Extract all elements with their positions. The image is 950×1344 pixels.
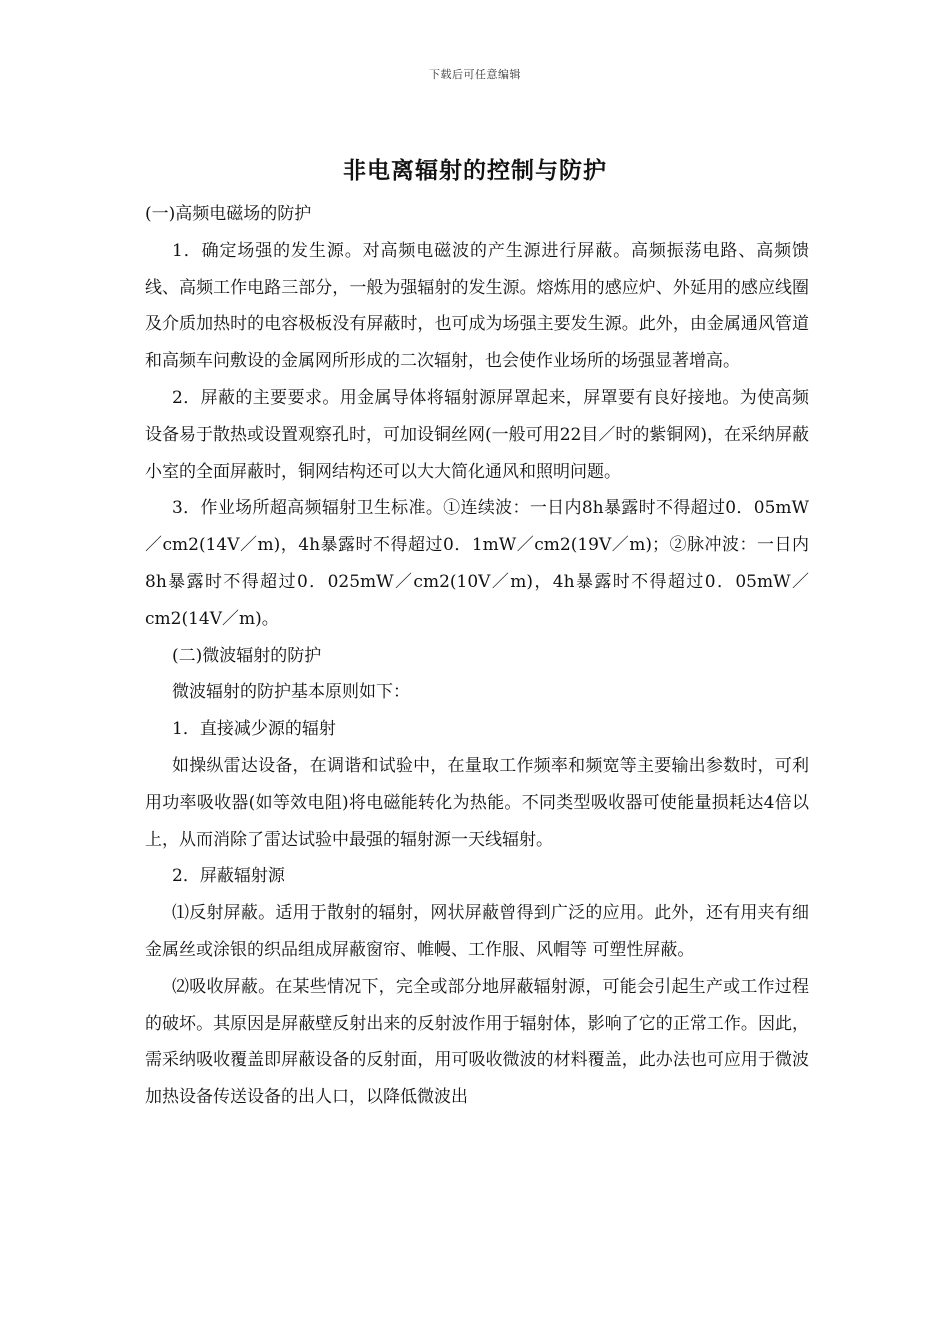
document-body — [145, 196, 809, 1116]
section-heading-high-frequency: (一)高频电磁场的防护 — [145, 204, 312, 224]
paragraph-radar: 如操纵雷达设备，在调谐和试验中，在量取工作频率和频宽等主要输出参数时，可利用功率吸收器(如等效电阻)将电磁能转化为热能。不同类型吸收器可使能量损耗达4倍以上，从而消除了雷达试验中最强的辐射源一天线辐射。 — [145, 755, 809, 850]
section-heading-microwave: (二)微波辐射的防护 — [172, 645, 322, 666]
subheading-reduce-source: 1．直接减少源的辐射 — [172, 719, 336, 740]
paragraph-principles: 微波辐射的防护基本原则如下： — [172, 682, 410, 703]
paragraph-standard: 3．作业场所超高频辐射卫生标准。①连续波：一日内8h暴露时不得超过0．05mW／cm2(14V／m)，4h暴露时不得超过0．1mW／cm2(19V／m)；②脉冲波：一日内8h暴露时不得超过0．025mW／cm2(10V／m)，4h暴露时不得超过0．05mW／cm2(14V／m)。 — [145, 498, 809, 629]
paragraph-source: 1．确定场强的发生源。对高频电磁波的产生源进行屏蔽。高频振荡电路、高频馈线、高频工作电路三部分，一般为强辐射的发生源。熔炼用的感应炉、外延用的感应线圈及介质加热时的电容极板没有屏蔽时，也可成为场强主要发生源。此外，由金属通风管道和高频车问敷设的金属网所形成的二次辐射，也会使作业场所的场强显著增高。 — [145, 240, 809, 372]
paragraph-shielding-requirements: 2．屏蔽的主要要求。用金属导体将辐射源屏罩起来，屏罩要有良好接地。为使高频设备易于散热或设置观察孔时，可加设铜丝网(一般可用22目／时的紫铜网)，在采纳屏蔽小室的全面屏蔽时，铜网结构还可以大大简化通风和照明问题。 — [145, 387, 809, 482]
document-title: 非电离辐射的控制与防护 — [343, 158, 607, 184]
subheading-shield-source: 2．屏蔽辐射源 — [172, 866, 285, 887]
paragraph-reflective-shielding: ⑴反射屏蔽。适用于散射的辐射，网状屏蔽曾得到广泛的应用。此外，还有用夹有细金属丝或涂银的织品组成屏蔽窗帘、帷幔、工作服、风帽等 可塑性屏蔽。 — [145, 903, 809, 960]
paragraph-absorptive-shielding: ⑵吸收屏蔽。在某些情况下，完全或部分地屏蔽辐射源，可能会引起生产或工作过程的破坏。其原因是屏蔽壁反射出来的反射波作用于辐射体，影响了它的正常工作。因此，需采纳吸收覆盖即屏蔽设备的反射面，用可吸收微波的材料覆盖，此办法也可应用于微波加热设备传送设备的出人口，以降低微波出 — [145, 976, 809, 1108]
header-note: 下载后可任意编辑 — [429, 68, 521, 81]
